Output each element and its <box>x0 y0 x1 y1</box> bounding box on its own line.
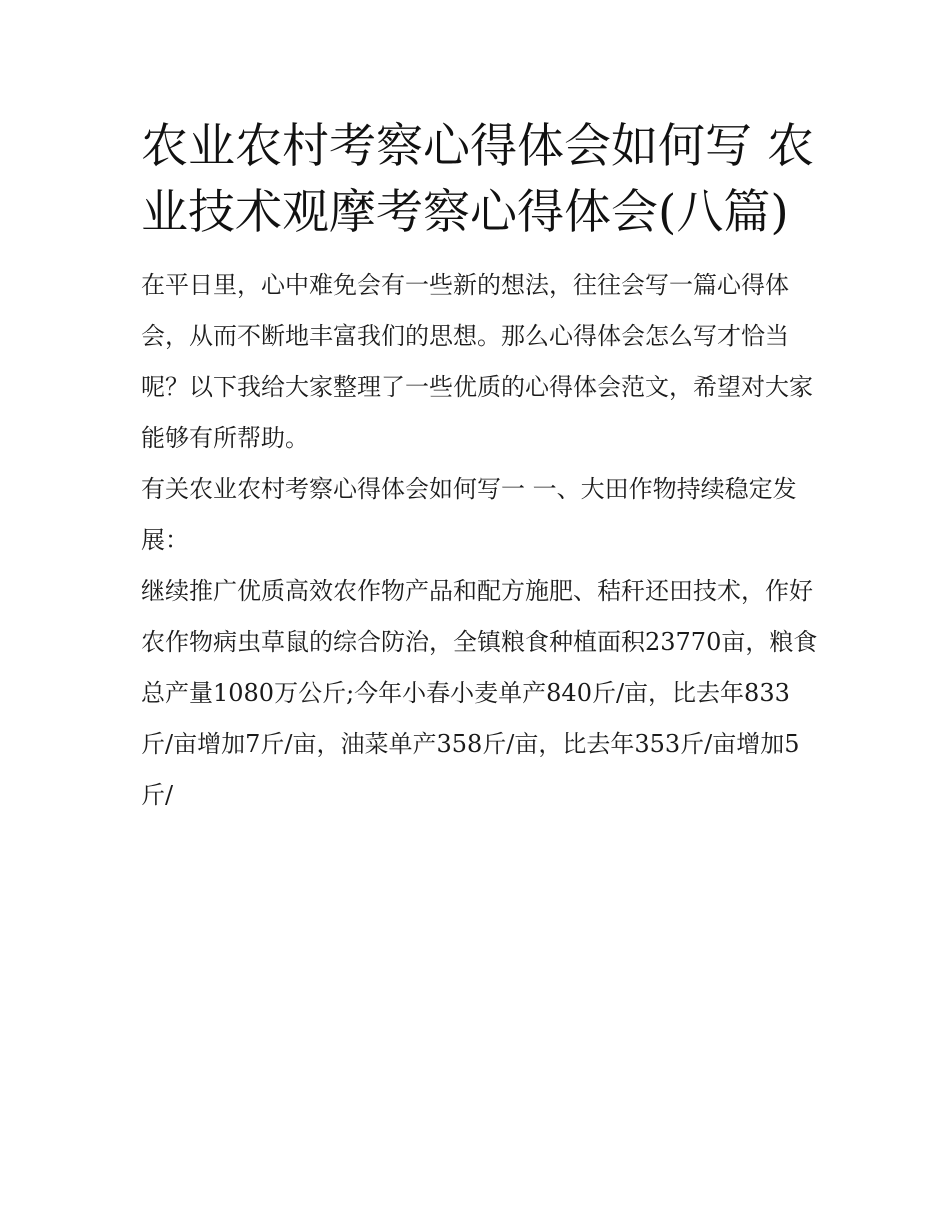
intro-paragraph: 在平日里，心中难免会有一些新的想法，往往会写一篇心得体会，从而不断地丰富我们的思想。那么心得体会怎么写才恰当呢？以下我给大家整理了一些优质的心得体会范文，希望对大家能够有所帮助。 <box>141 271 813 452</box>
body-paragraph: 继续推广优质高效农作物产品和配方施肥、秸秆还田技术，作好农作物病虫草鼠的综合防治，全镇粮食种植面积23770亩，粮食总产量1080万公斤;今年小春小麦单产840斤/亩，比去年833斤/亩增加7斤/亩，油菜单产358斤/亩，比去年353斤/亩增加5斤/ <box>141 577 818 809</box>
document-body <box>141 114 821 821</box>
section-heading-paragraph: 有关农业农村考察心得体会如何写一 一、大田作物持续稳定发展： <box>141 475 797 554</box>
document-title: 农业农村考察心得体会如何写 农业技术观摩考察心得体会(八篇) <box>141 119 814 240</box>
